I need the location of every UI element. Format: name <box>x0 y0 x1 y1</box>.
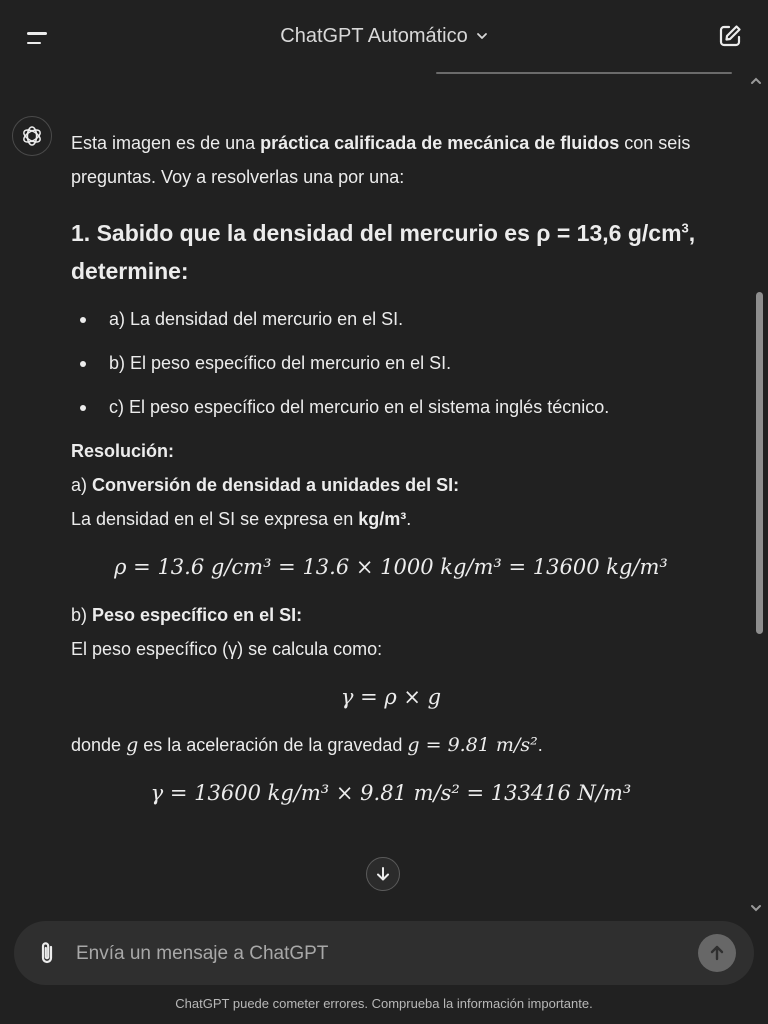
part-b-title: Peso específico en el SI: <box>92 605 303 625</box>
model-name: ChatGPT Automático <box>280 24 468 47</box>
si-text: La densidad en el SI se expresa en <box>71 509 359 529</box>
list-item: a) La densidad del mercurio en el SI. <box>71 302 711 346</box>
gravity-suffix: . <box>537 735 543 755</box>
question-title-text: 1. Sabido que la densidad del mercurio es ρ = 13,6 g/cm <box>71 220 682 246</box>
resolution-heading: Resolución: <box>71 441 175 461</box>
conversation <box>0 96 768 916</box>
question-title-end: , determine: <box>71 220 696 284</box>
arrow-up-icon <box>708 944 726 962</box>
message-composer <box>14 921 754 985</box>
gravity-variable: g <box>126 734 139 756</box>
si-paragraph <box>71 502 711 536</box>
part-a-title: Conversión de densidad a unidades del SI: <box>92 475 460 495</box>
intro-paragraph <box>71 126 711 194</box>
openai-logo-icon <box>20 124 44 148</box>
equation-gamma: γ = ρ × g <box>340 685 442 709</box>
gravity-equation: g = 9.81 m/s² <box>407 734 538 756</box>
gravity-mid: es la aceleración de la gravedad <box>138 735 408 755</box>
si-suffix: . <box>406 509 412 529</box>
arrow-down-icon <box>375 866 391 882</box>
header-divider <box>436 72 732 74</box>
intro-bold-text: práctica calificada de mecánica de fluidos <box>260 133 620 153</box>
question-heading <box>71 214 711 290</box>
equation-density: ρ = 13.6 g/cm³ = 13.6 × 1000 kg/m³ = 13600 kg/m³ <box>114 555 668 579</box>
disclaimer-text: ChatGPT puede cometer errores. Comprueba la información importante. <box>175 996 593 1011</box>
send-button[interactable] <box>698 934 736 972</box>
assistant-avatar <box>12 116 52 156</box>
menu-icon-line <box>27 32 47 35</box>
gravity-prefix: donde <box>71 735 127 755</box>
scroll-to-bottom-button[interactable] <box>366 857 400 891</box>
assistant-message <box>71 126 711 824</box>
scroll-up-arrow-icon[interactable] <box>750 76 762 86</box>
model-selector[interactable] <box>280 25 488 48</box>
part-b-prefix: b) <box>71 605 93 625</box>
intro-text: Esta imagen es de una <box>71 133 261 153</box>
message-input[interactable] <box>74 935 678 973</box>
list-item: c) El peso específico del mercurio en el sistema inglés técnico. <box>71 390 711 434</box>
paperclip-icon[interactable] <box>36 939 58 967</box>
gamma-paragraph: El peso específico (γ) se calcula como: <box>71 639 383 659</box>
si-unit: kg/m³ <box>358 509 407 529</box>
intro-suffix-text: con seis preguntas. Voy a resolverlas una por una: <box>71 133 691 187</box>
part-b-heading <box>71 598 711 632</box>
menu-icon-line <box>27 42 41 45</box>
chevron-down-icon <box>476 30 488 42</box>
question-parts-list <box>71 302 711 434</box>
part-a-heading <box>71 468 711 502</box>
part-a-prefix: a) <box>71 475 93 495</box>
header <box>0 0 768 74</box>
gravity-paragraph <box>71 728 711 762</box>
new-chat-edit-icon[interactable] <box>716 22 744 50</box>
equation-gamma-result: γ = 13600 kg/m³ × 9.81 m/s² = 133416 N/m³ <box>150 781 632 805</box>
menu-button[interactable] <box>22 26 54 50</box>
list-item: b) El peso específico del mercurio en el SI. <box>71 346 711 390</box>
superscript: 3 <box>681 220 689 236</box>
